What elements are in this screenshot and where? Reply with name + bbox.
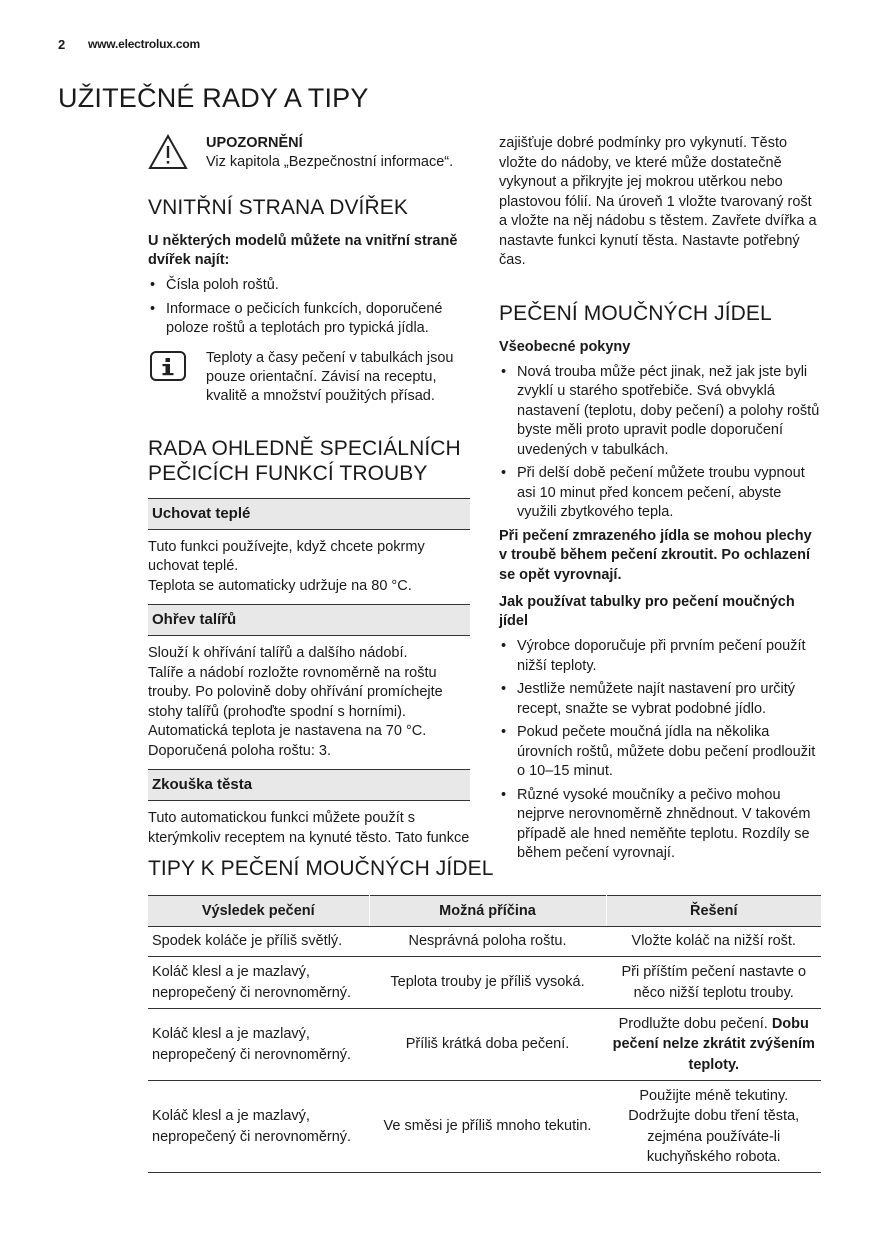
section-title: Ohřev talířů bbox=[148, 604, 470, 636]
cell-solution bbox=[606, 957, 821, 1009]
table-row bbox=[148, 1081, 821, 1173]
door-list bbox=[148, 276, 470, 339]
tips-heading: TIPY K PEČENÍ MOUČNÝCH JÍDEL bbox=[148, 857, 494, 880]
text-line: Slouží k ohřívání talířů a dalšího nádobí. bbox=[148, 645, 408, 661]
text-line: Tuto automatickou funkci můžete použít s kterýmkoliv receptem na kynuté těsto. Tato funkce bbox=[148, 810, 470, 846]
tips-table bbox=[148, 895, 821, 1173]
section-title: Uchovat teplé bbox=[148, 498, 470, 530]
frozen-note: Při pečení zmrazeného jídla se mohou plechy v troubě během pečení zkroutit. Po ochlazení se opět vyrovnají. bbox=[499, 527, 812, 583]
text-line: Teplota se automaticky udržuje na 80 °C. bbox=[148, 577, 412, 594]
info-text: Teploty a časy pečení v tabulkách jsou pouze orientační. Závisí na receptu, kvalitě a množství použitých přísad. bbox=[206, 349, 454, 404]
section-keep-warm bbox=[148, 498, 470, 597]
warning-triangle-icon bbox=[148, 134, 196, 175]
list-item: • Čísla poloh roštů. bbox=[148, 276, 470, 296]
cell-cause: Ve směsi je příliš mnoho tekutin. bbox=[369, 1081, 606, 1173]
cell-cause: Teplota trouby je příliš vysoká. bbox=[369, 957, 606, 1009]
section-plate-warming bbox=[148, 604, 470, 761]
page-number: 2 bbox=[58, 37, 66, 52]
solution-warning: Dobu pečení nelze zkrátit zvýšením teploty. bbox=[612, 1015, 815, 1073]
cell-cause: Příliš krátká doba pečení. bbox=[369, 1009, 606, 1081]
special-heading: RADA OHLEDNĚ SPECIÁLNÍCH PEČICÍCH FUNKCÍ TROUBY bbox=[148, 436, 461, 485]
general-list bbox=[499, 363, 821, 523]
list-item: • Výrobce doporučuje při prvním pečení použít nižší teploty. bbox=[499, 637, 821, 676]
section-title: Zkouška těsta bbox=[148, 769, 470, 801]
cell-solution bbox=[606, 927, 821, 957]
cell-result: Koláč klesl a je mazlavý, nepropečený či nerovnoměrný. bbox=[148, 1009, 369, 1081]
table-header-row bbox=[148, 896, 821, 927]
info-icon bbox=[148, 349, 192, 406]
tables-list bbox=[499, 637, 821, 864]
cell-result: Koláč klesl a je mazlavý, nepropečený či nerovnoměrný. bbox=[148, 957, 369, 1009]
text-line: Talíře a nádobí rozložte rovnoměrně na roštu trouby. Po polovině doby ohřívání promíchejte stohy talířů (prohoďte spodní s horními). bbox=[148, 664, 443, 720]
text-line: Doporučená poloha roštu: 3. bbox=[148, 742, 331, 759]
baking-heading: PEČENÍ MOUČNÝCH JÍDEL bbox=[499, 301, 772, 325]
warning-text: Viz kapitola „Bezpečnostní informace“. bbox=[206, 154, 454, 170]
left-column bbox=[148, 134, 470, 856]
solution-text: Použijte méně tekutiny. Dodržujte dobu tření těsta, zejména používáte-li kuchyňského robota. bbox=[628, 1087, 800, 1165]
dough-proving-continued: zajišťuje dobré podmínky pro vykynutí. Těsto vložte do nádoby, ve které může dostatečně vykynout a přikryjte jej mokrou utěrkou nebo plastovou fólií. Na úroveň 1 vložte tvarovaný rošt a vložte na něj nádobu s těstem. Zavřete dvířka a nastavte funkci kynutí těsta. Nastavte potřebný čas. bbox=[499, 135, 817, 268]
cell-result: Koláč klesl a je mazlavý, nepropečený či nerovnoměrný. bbox=[148, 1081, 369, 1173]
solution-text: Prodlužte dobu pečení. bbox=[618, 1015, 768, 1032]
page-title: UŽITEČNÉ RADY A TIPY bbox=[58, 83, 369, 113]
list-item: • Pokud pečete moučná jídla na několika úrovních roštů, můžete dobu pečení prodloužit o 10–15 minut. bbox=[499, 723, 821, 782]
section-dough-proving bbox=[148, 769, 470, 848]
warning-box bbox=[148, 134, 470, 175]
text-line: Tuto funkci používejte, když chcete pokrmy uchovat teplé. bbox=[148, 538, 425, 574]
table-row bbox=[148, 957, 821, 1009]
door-lead: U některých modelů můžete na vnitřní straně dvířek najít: bbox=[148, 233, 458, 268]
list-item: • Různé vysoké moučníky a pečivo mohou nejprve nerovnoměrně zhnědnout. V takovém případě ale hned neměňte teplotu. Rozdíly se během pečení vyrovnají. bbox=[499, 786, 821, 864]
column-header: Výsledek pečení bbox=[148, 896, 369, 927]
text-line: Automatická teplota je nastavena na 70 °C. bbox=[148, 723, 427, 739]
table-row bbox=[148, 927, 821, 957]
list-item: • Informace o pečicích funkcích, doporučené poloze roštů a teplotách pro typická jídla. bbox=[148, 300, 470, 339]
table-row bbox=[148, 1009, 821, 1081]
cell-cause: Nesprávná poloha roštu. bbox=[369, 927, 606, 957]
tables-title: Jak používat tabulky pro pečení moučných jídel bbox=[499, 594, 795, 629]
general-title: Všeobecné pokyny bbox=[499, 338, 631, 355]
column-header: Řešení bbox=[606, 896, 821, 927]
info-box bbox=[148, 349, 470, 406]
warning-title: UPOZORNĚNÍ bbox=[206, 135, 303, 151]
site-url: www.electrolux.com bbox=[88, 37, 200, 51]
list-item: • Při delší době pečení můžete troubu vypnout asi 10 minut před koncem pečení, abyste využili zbytkového tepla. bbox=[499, 464, 821, 523]
list-item: • Jestliže nemůžete najít nastavení pro určitý recept, snažte se vybrat podobné jídlo. bbox=[499, 680, 821, 719]
column-header: Možná příčina bbox=[369, 896, 606, 927]
list-item: • Nová trouba může péct jinak, než jak jste byli zvyklí u starého spotřebiče. Svá obvyklá nastavení (teplotu, doby pečení) a polohy roštů byste měli proto upravit podle doporučení uvedených v tabulkách. bbox=[499, 363, 821, 461]
cell-solution bbox=[606, 1081, 821, 1173]
cell-solution bbox=[606, 1009, 821, 1081]
solution-text: Při příštím pečení nastavte o něco nižší teplotu trouby. bbox=[621, 964, 807, 1001]
solution-text: Vložte koláč na nižší rošt. bbox=[631, 933, 796, 950]
cell-result: Spodek koláče je příliš světlý. bbox=[148, 927, 369, 957]
door-heading: VNITŘNÍ STRANA DVÍŘEK bbox=[148, 196, 408, 219]
right-column bbox=[499, 134, 821, 874]
